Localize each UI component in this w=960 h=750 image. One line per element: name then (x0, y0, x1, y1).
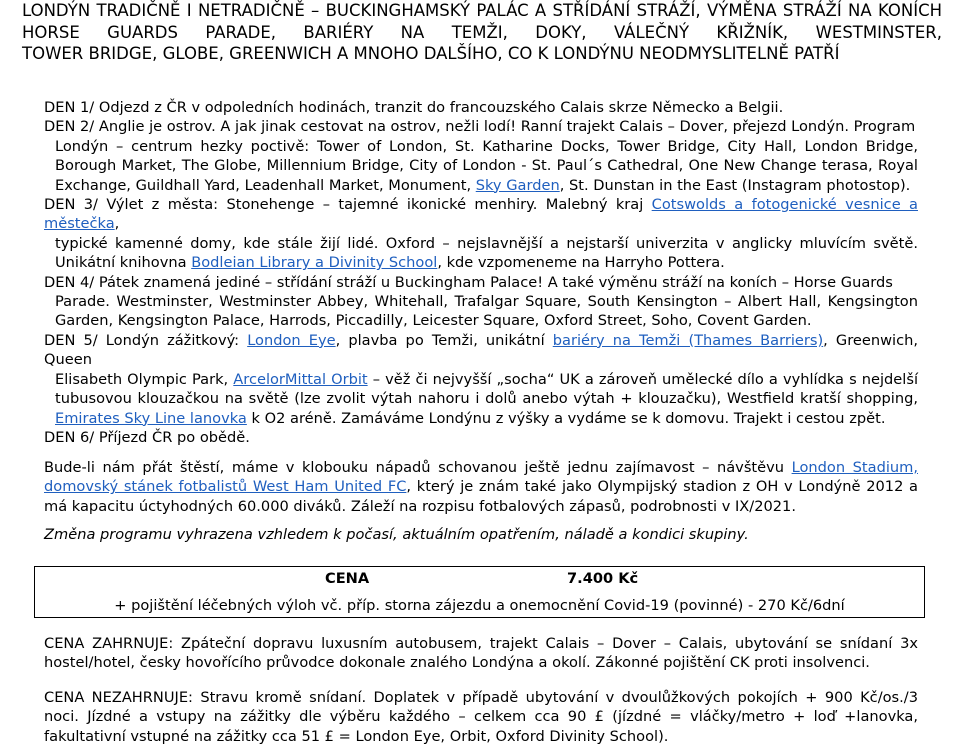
day-5-head-b: , plavba po Temži, unikátní (335, 331, 553, 349)
bodleian-link[interactable]: Bodleian Library a Divinity School (191, 254, 438, 272)
day-6 (44, 428, 918, 447)
day-2-text-a: Londýn – centrum hezky poctivě: Tower of London, St. Katharine Docks, Tower Bridge, City Hall, London Bridge, Borough Market, The Globe, Millennium Bridge, City of London - St. Paul´s Cathedral, One New Change terasa, Royal Exchange, Guildhall Yard, Leadenhall Market, Monument, (55, 137, 918, 194)
day-3-text-b: , kde vzpomeneme na Harryho Pottera. (437, 254, 725, 272)
itinerary (44, 98, 918, 447)
day-3-text-a: typické kamenné domy, kde stále žijí lidé. Oxford – nejslavnější a nejstarší univerzita v anglicky mluvícím světě. Unikátní knihovna (55, 234, 918, 272)
day-5-head-c: , Greenwich, Queen (44, 331, 919, 369)
day-1-text: DEN 1/ Odjezd z ČR v odpoledních hodinách, tranzit do francouzského Calais skrze Německo a Belgii. (44, 99, 784, 116)
day-5-head (44, 331, 918, 370)
day-5-head-a: DEN 5/ Londýn zážitkový: (44, 331, 248, 349)
day-5-text-c: k O2 aréně. Zamáváme Londýnu z výšky a vydáme se k domovu. Trajekt i cestou zpět. (246, 409, 886, 427)
day-5-body (44, 370, 918, 428)
price-label: CENA (325, 570, 370, 587)
day-3-head-b: , (114, 215, 120, 233)
bonus-text-a: Bude-li nám přát štěstí, máme v klobouku nápadů schovanou ještě jednu zajímavost – návštěvu (44, 459, 792, 476)
price-value: 7.400 Kč (567, 570, 639, 587)
price-box (34, 566, 925, 618)
day-3-head (44, 195, 918, 234)
bonus-paragraph (44, 458, 918, 516)
day-3-body (44, 234, 918, 273)
thames-barriers-link[interactable]: bariéry na Temži (Thames Barriers) (552, 331, 824, 349)
document-title (22, 0, 942, 65)
day-4 (44, 273, 918, 331)
day-4-head: DEN 4/ Pátek znamená jediné – střídání stráží u Buckingham Palace! A také výměnu stráží na koních – Horse Guards (44, 273, 893, 291)
day-5-text-b: – věž či nejvyšší „socha“ UK a zároveň umělecké dílo a vyhlídka s nejdelší tubusovou klouzačkou na světě (lze zvolit výtah nahoru i dolů anebo výtah + klouzačku), Westfield kratší shopping, (55, 370, 919, 408)
day-2-body (44, 137, 918, 195)
price-included: CENA ZAHRNUJE: Zpáteční dopravu luxusním autobusem, trajekt Calais – Dover – Calais, ubytování se snídaní 3x hostel/hotel, česky hovořícího průvodce dokonale znalého Londýna a okolí. Zákonné pojištění CK proti insolvenci. (44, 635, 918, 672)
title-line-2: HORSE GUARDS PARADE, BARIÉRY NA TEMŽI, DOKY, VÁLEČNÝ KŘIŽNÍK, WESTMINSTER, (22, 22, 942, 42)
orbit-link[interactable]: ArcelorMittal Orbit (233, 370, 368, 388)
price-excluded: CENA NEZAHRNUJE: Stravu kromě snídaní. Doplatek v případě ubytování v dvoulůžkových pokojích + 900 Kč/os./3 noci. Jízdné a vstupy na zážitky dle výběru každého – celkem cca 90 £ (jízdné = vláčky/metro + loď +lanovka, fakultativní vstupné na zážitky cca 51 £ = London Eye, Orbit, Oxford Divinity School). (44, 689, 918, 745)
emirates-link[interactable]: Emirates Sky Line lanovka (55, 409, 247, 427)
london-eye-link[interactable]: London Eye (247, 331, 336, 349)
day-4-body: Parade. Westminster, Westminster Abbey, Whitehall, Trafalgar Square, South Kensington – Albert Hall, Kengsington Garden, Kengsington Palace, Harrods, Piccadilly, Leicester Square, Oxford Street, Soho, Covent Garden. (55, 293, 918, 330)
day-1 (44, 98, 918, 117)
day-5-text-a: Elisabeth Olympic Park, (55, 370, 234, 388)
title-line-1: LONDÝN TRADIČNĚ I NETRADIČNĚ – BUCKINGHAMSKÝ PALÁC A STŘÍDÁNÍ STRÁŽÍ, VÝMĚNA STRÁŽÍ NA KONÍCH (22, 1, 942, 20)
day-6-text: DEN 6/ Příjezd ČR po obědě. (44, 428, 250, 446)
title-line-3: TOWER BRIDGE, GLOBE, GREENWICH A MNOHO DALŠÍHO, CO K LONDÝNU NEODMYSLITELNĚ PATŘÍ (22, 44, 840, 63)
cotswolds-link[interactable]: Cotswolds a fotogenické vesnice a městečka (44, 196, 918, 233)
day-2 (44, 117, 918, 195)
sky-garden-link[interactable]: Sky Garden (475, 176, 560, 194)
day-3 (44, 195, 918, 273)
day-5 (44, 331, 918, 428)
day-2-text-b: , St. Dunstan in the East (Instagram photostop). (559, 176, 911, 194)
day-3-head-a: DEN 3/ Výlet z města: Stonehenge – tajemné ikonické menhiry. Malebný kraj (44, 196, 652, 214)
price-extra: + pojištění léčebných výloh vč. příp. storna zájezdu a onemocnění Covid-19 (povinné) - 270 Kč/6dní (114, 597, 845, 614)
bonus-text-b: , který je znám také jako Olympijský stadion z OH v Londýně 2012 a má kapacitu úctyhodných 60.000 diváků. Záleží na rozpisu fotbalových zápasů, podrobnosti v IX/2021. (44, 478, 918, 515)
london-stadium-link[interactable]: London Stadium, domovský stánek fotbalistů West Ham United FC (44, 459, 918, 496)
day-2-head: DEN 2/ Anglie je ostrov. A jak jinak cestovat na ostrov, nežli lodí! Ranní trajekt Calais – Dover, přejezd Londýn. Program (44, 118, 916, 136)
program-note: Změna programu vyhrazena vzhledem k počasí, aktuálním opatřením, náladě a kondici skupiny. (44, 526, 749, 543)
